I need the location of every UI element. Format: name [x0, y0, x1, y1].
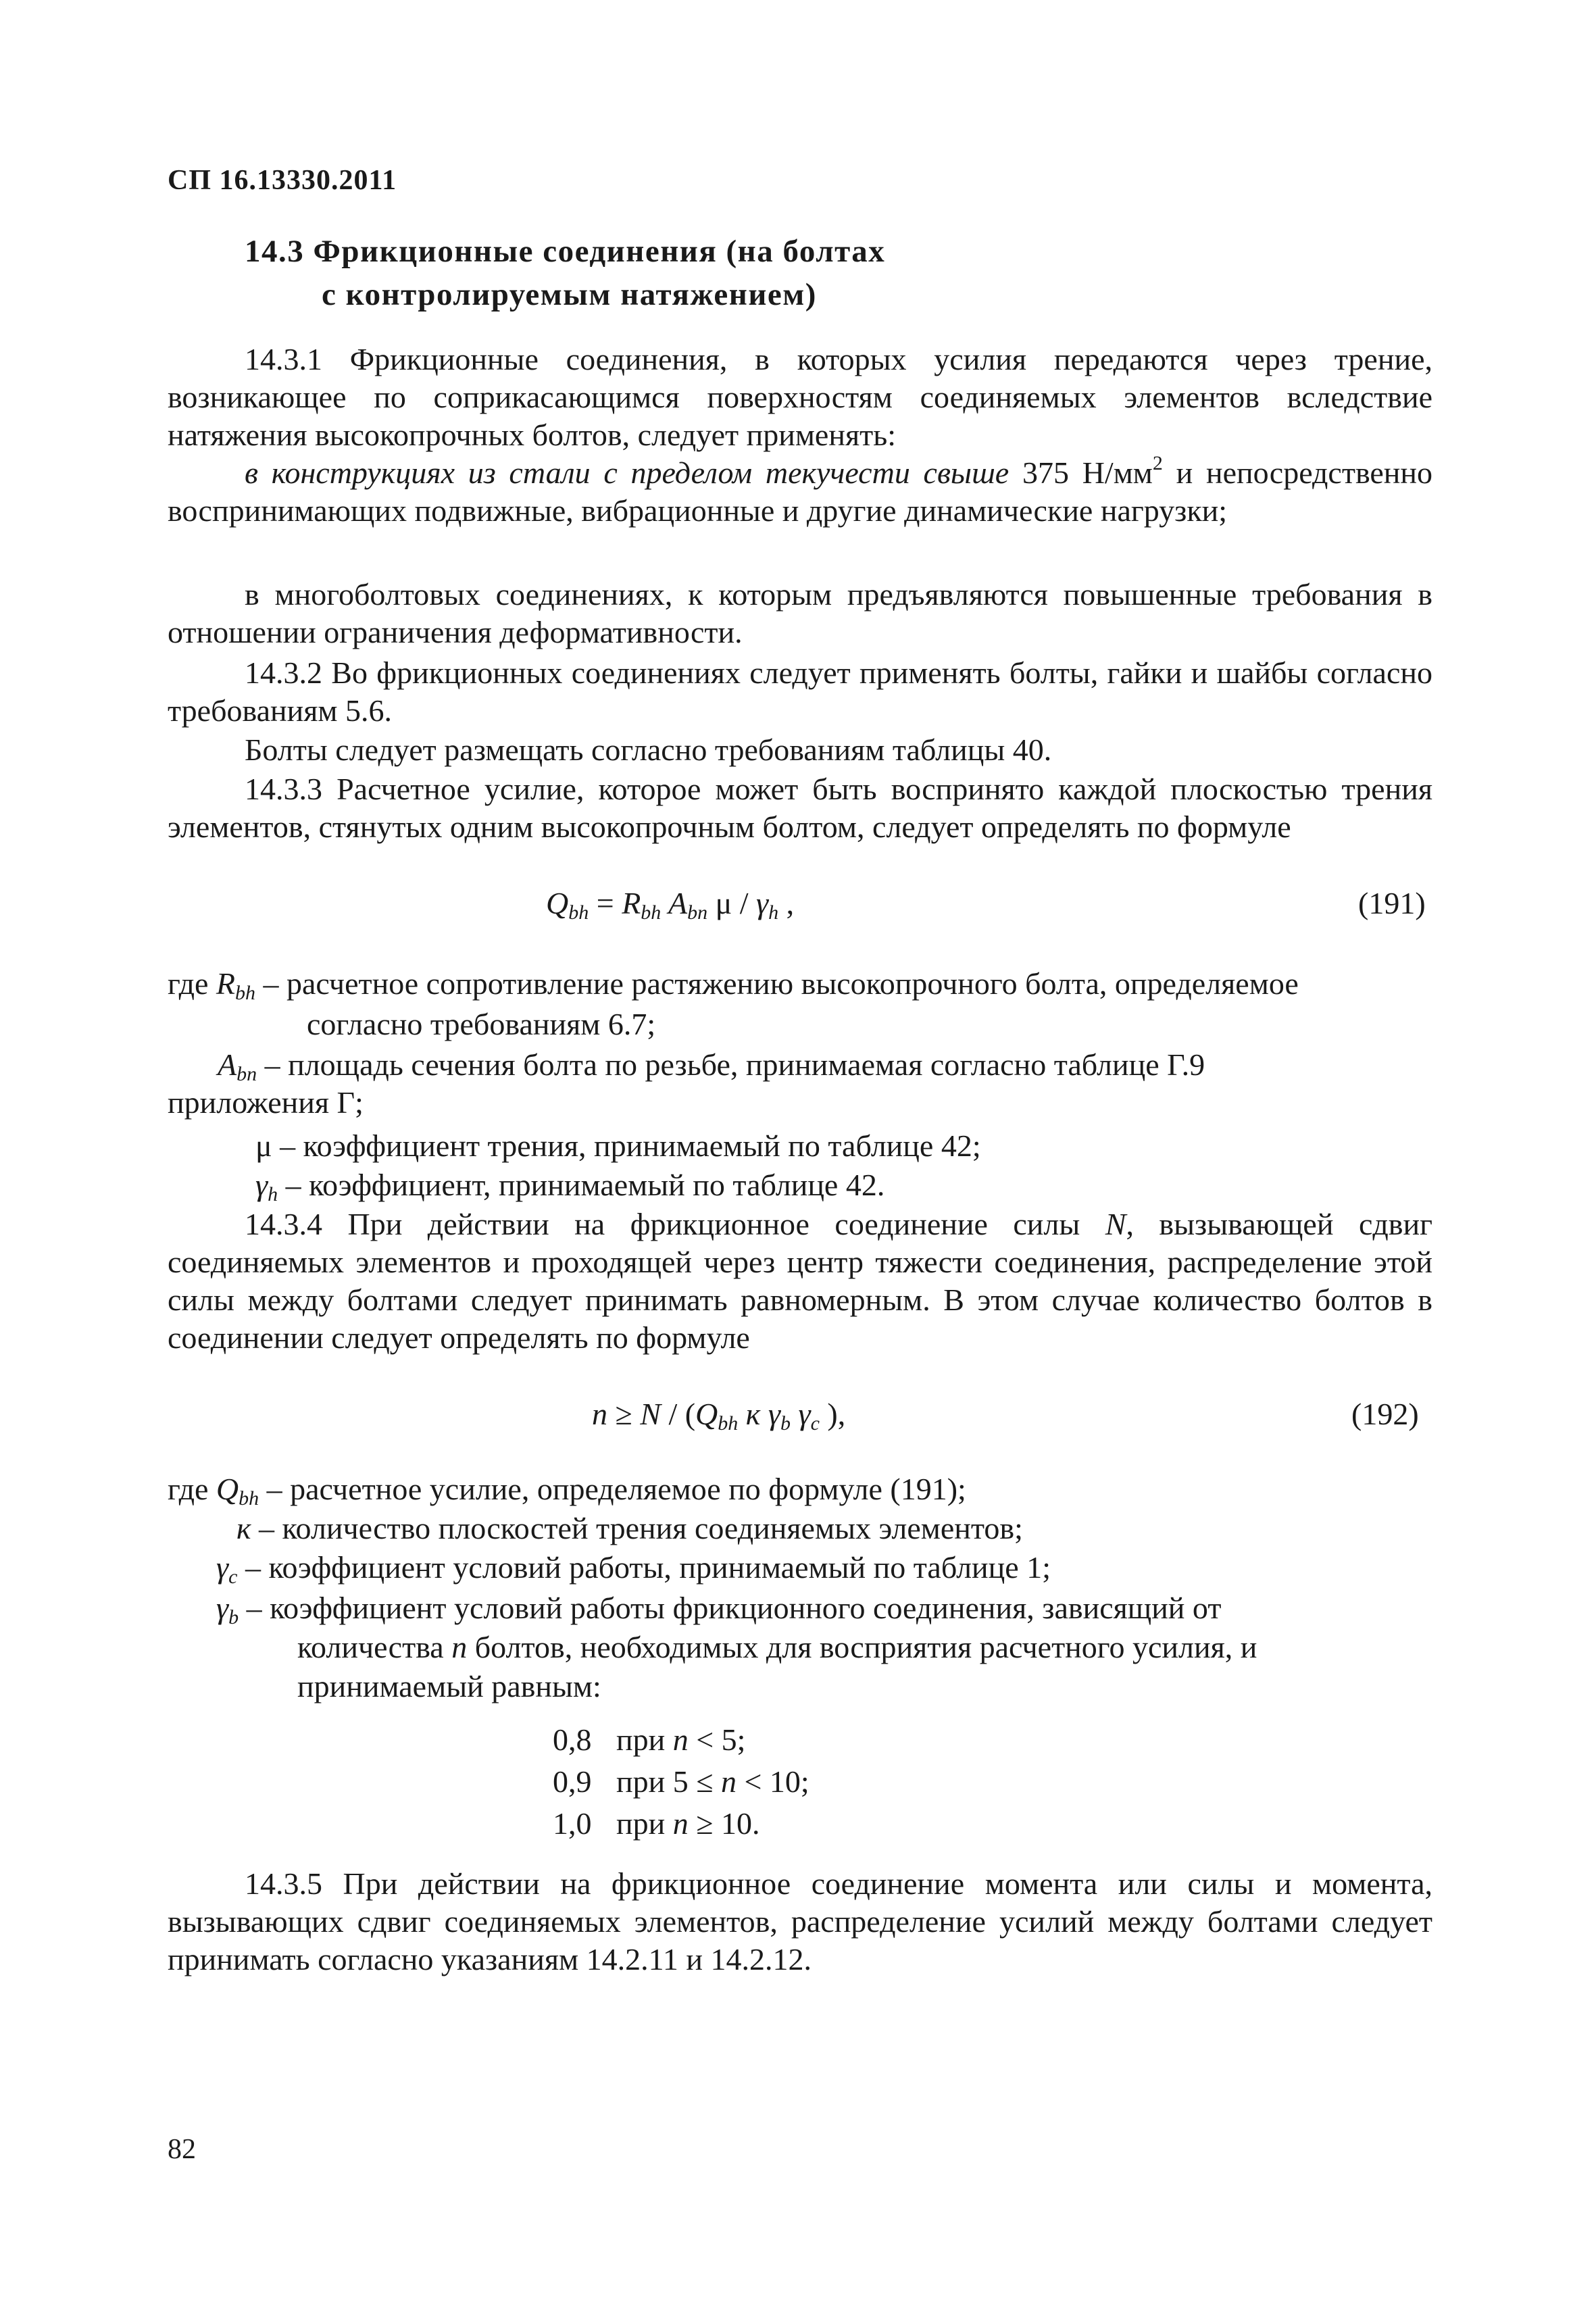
paragraph-14-3-2: 14.3.2 Во фрикционных соединениях следует применять болты, гайки и шайбы согласно требованиям 5.6.: [168, 655, 1432, 728]
paragraph-14-3-2-b: Болты следует размещать согласно требованиям таблицы 40.: [245, 732, 1052, 767]
paragraph-14-3-3: 14.3.3 Расчетное усилие, которое может быть воспринято каждой плоскостью трения элементов, стянутых одним высокопрочным болтом, следует определять по формуле: [168, 772, 1432, 844]
def-abn: $A_{bn}$ – площадь сечения болта по резьбе, принимаемая согласно таблице Г.9: [218, 1047, 1205, 1085]
paragraph-14-3-1-item-b: в многоболтовых соединениях, к которым предъявляются повышенные требования в отношении ограничения деформативности.: [168, 577, 1432, 649]
unit-superscript: 2: [1152, 452, 1163, 474]
document-code: СП 16.13330.2011: [168, 165, 397, 196]
formula-192: $n \ge N / (Q_{bh}$ к $\gamma_b$ $\gamma_c$ ),: [592, 1397, 846, 1435]
item-a-rest: и непосредственно воспринимающих подвижные, вибрационные и другие динамические нагрузки;: [168, 455, 1433, 528]
def-k: к – количество плоскостей трения соединяемых элементов;: [236, 1511, 1023, 1545]
paragraph-14-3-5: 14.3.5 При действии на фрикционное соединение момента или силы и момента, вызывающих сдвиг соединяемых элементов, распределение усилий между болтами следует принимать согласно указаниям 14.2.11 и 14.2.12.: [168, 1866, 1432, 1976]
yield-value: 375 Н/мм: [1022, 455, 1153, 490]
paragraph-14-3-1-item-a: [168, 454, 1432, 530]
def-gamma-b-cont-2: принимаемый равным:: [297, 1669, 601, 1703]
page-number: 82: [168, 2134, 196, 2165]
value-row: 1,0 при n ≥ 10.: [553, 1806, 760, 1841]
equation-number-191: (191): [1358, 886, 1426, 920]
value-row: 0,9 при 5 ≤ n < 10;: [553, 1764, 809, 1799]
italic-condition: в конструкциях из стали с пределом текучести свыше: [245, 455, 1009, 490]
def-gamma-b: $\gamma_b$ – коэффициент условий работы фрикционного соединения, зависящий от: [216, 1591, 1222, 1628]
def-gamma-c: $\gamma_c$ – коэффициент условий работы, принимаемый по таблице 1;: [216, 1550, 1051, 1588]
heading-line-1: 14.3 Фрикционные соединения (на болтах: [245, 234, 886, 269]
value-row: 0,8 при n < 5;: [553, 1722, 746, 1757]
equation-number-192: (192): [1351, 1397, 1419, 1431]
def-mu: μ – коэффициент трения, принимаемый по таблице 42;: [255, 1128, 981, 1163]
paragraph-14-3-4: 14.3.4 При действии на фрикционное соединение силы N, вызывающей сдвиг соединяемых элементов и проходящей через центр тяжести соединения, распределение этой силы между болтами следует принимать равномерным. В этом случае количество болтов в соединении следует определять по формуле: [168, 1207, 1432, 1355]
def-abn-cont: приложения Г;: [168, 1085, 364, 1120]
formula-191: $Q_{bh} = R_{bh}$ $A_{bn}$ μ / $\gamma_h$ ,: [546, 886, 795, 924]
def-gamma-h: $\gamma_h$ – коэффициент, принимаемый по таблице 42.: [255, 1168, 885, 1205]
heading-line-2: с контролируемым натяжением): [322, 277, 817, 312]
def-gamma-b-cont: количества n болтов, необходимых для восприятия расчетного усилия, и: [297, 1630, 1257, 1664]
def-rbh: где $R_{bh}$ – расчетное сопротивление растяжению высокопрочного болта, определяемое: [168, 966, 1299, 1004]
def-qbh: где $Q_{bh}$ – расчетное усилие, определяемое по формуле (191);: [168, 1472, 966, 1510]
section-heading: [245, 230, 885, 316]
def-rbh-cont: согласно требованиям 6.7;: [307, 1007, 656, 1041]
paragraph-14-3-1: 14.3.1 Фрикционные соединения, в которых усилия передаются через трение, возникающее по соприкасающимся поверхностям соединяемых элементов вследствие натяжения высокопрочных болтов, следует применять:: [168, 342, 1432, 452]
